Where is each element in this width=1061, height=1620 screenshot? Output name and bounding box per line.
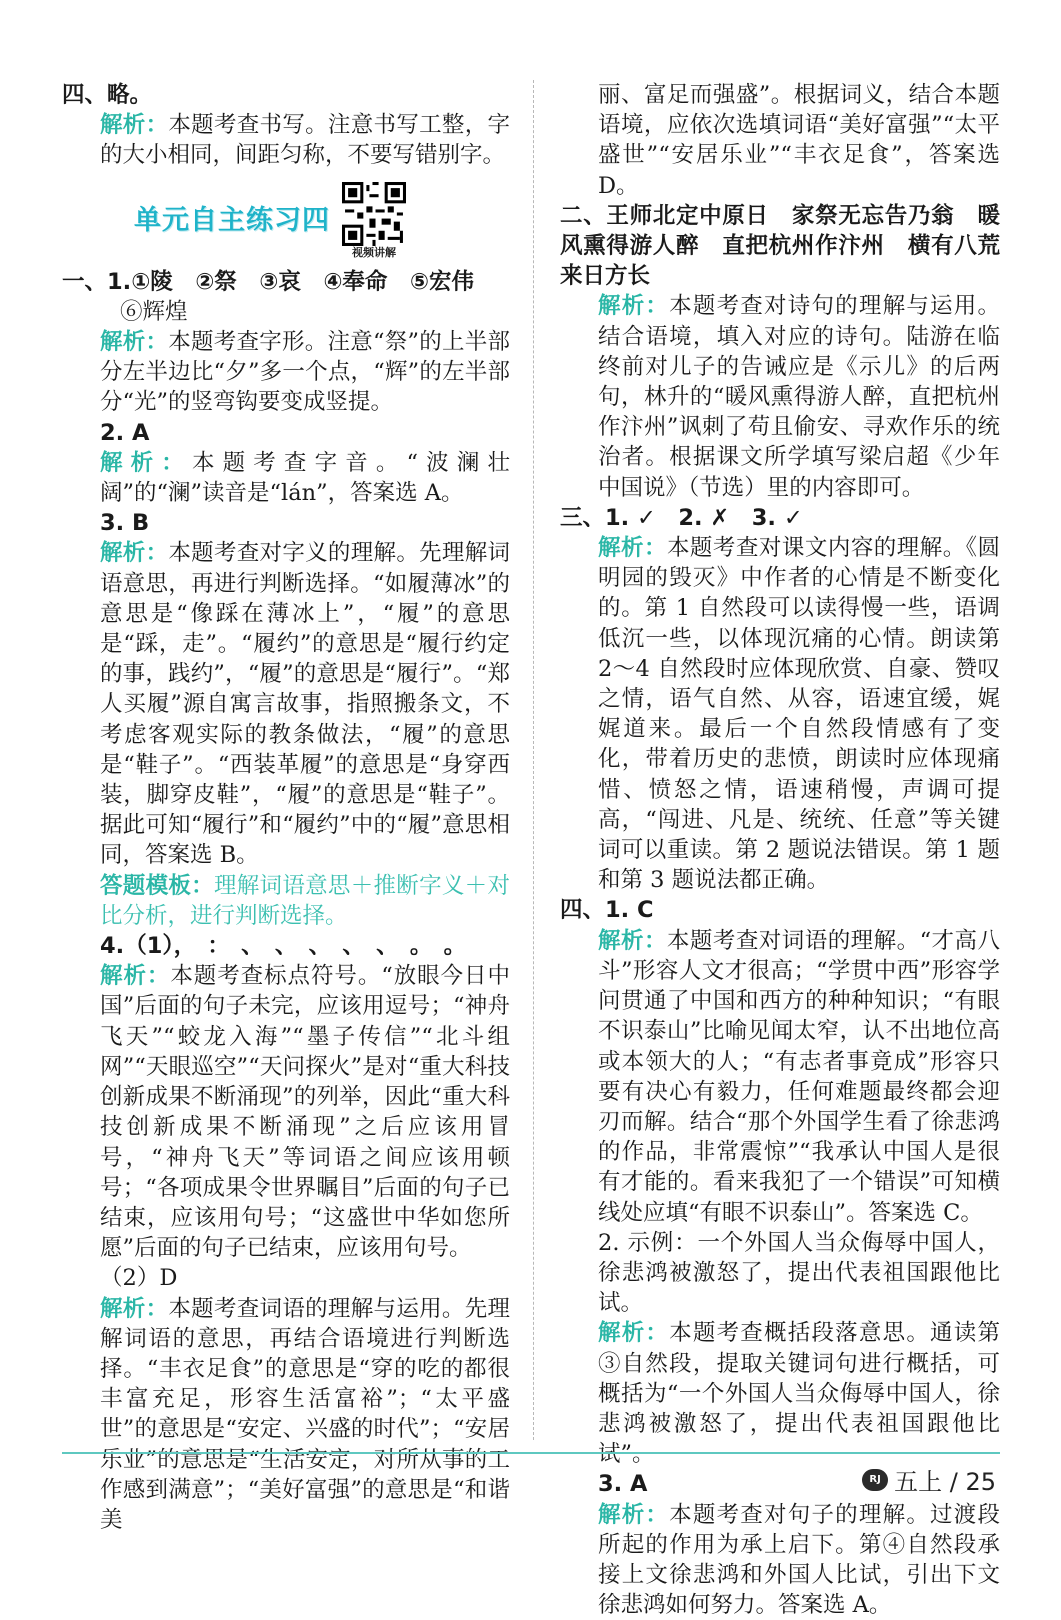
- section-4-1-analysis: 解析：本题考查对词语的理解。“才高八斗”形容人文才很高；“学贯中西”形容学问贯通了中国和西方的种种知识；“有眼不识泰山”比喻见闻太窄，认不出地位高或本领大的人；“有志者事竟成”形容只要有决心有毅力，任何难题最终都会迎刃而解。结合“那个外国学生看了徐悲鸿的作品，非常震惊”“我承认中国人是很有才能的。看来我犯了一个错误”可知横线处应填“有眼不识泰山”。答案选 C。: [598, 927, 1000, 1226]
- section-4-3-analysis: 解析：本题考查对句子的理解。过渡段所起的作用为承上启下。第④自然段承接上文徐悲鸿和外国人比试，引出下文徐悲鸿如何努力。答案选 A。: [598, 1501, 1000, 1619]
- column-divider: [533, 80, 534, 1440]
- q3-template: 答题模板：理解词语意思＋推断字义＋对比分析，进行判断选择。: [100, 872, 510, 929]
- left-column: [62, 80, 510, 1535]
- section-3-analysis: 解析：本题考查对课文内容的理解。《圆明园的毁灭》中作者的心情是不断变化的。第 1 自然段可以读得慢一些，语调低沉一些，以体现沉痛的心情。朗读第 2～4 自然段时应体现欣赏、自豪、赞叹之情，语气自然、从容，语速宜缓，娓娓道来。最后一个自然段情感有了变化，带着历史的悲愤，朗读时应体现痛惜、愤怒之情，语速稍慢，声调可提高，“闯进、凡是、统统、任意”等关键词可以重读。第 2 题说法错误。第 1 题和第 3 题说法都正确。: [598, 535, 1000, 894]
- continued-text: 丽、富足而强盛”。根据词义，结合本题语境，应依次选填词语“美好富强”“太平盛世”“安居乐业”“丰衣足食”，答案选 D。: [598, 82, 1000, 199]
- q1-1-answer: 一、1.①陵 ②祭 ③哀 ④奉命 ⑤宏伟: [62, 268, 474, 295]
- section-4-2-analysis: 解析：本题考查概括段落意思。通读第③自然段，提取关键词句进行概括，可概括为“一个外国人当众侮辱中国人，徐悲鸿被激怒了，提出代表祖国跟他比试”。: [598, 1320, 1000, 1468]
- q1-1-answer-cont: ⑥辉煌: [120, 298, 188, 325]
- footer-rule: [62, 1452, 1000, 1454]
- section-3-answer: 三、1. ✓ 2. ✗ 3. ✓: [560, 504, 803, 531]
- unit-title: 单元自主练习四: [134, 204, 330, 236]
- q4-2-answer: （2）D: [100, 1265, 178, 1292]
- qr-caption: 视频讲解: [352, 245, 396, 259]
- q1-1-analysis: 解析：本题考查字形。注意“祭”的上半部分左半边比“夕”多一个点，“辉”的左半部分“光”的竖弯钩要变成竖提。: [100, 329, 510, 416]
- section-4-2-answer: 2. 示例：一个外国人当众侮辱中国人，徐悲鸿被激怒了，提出代表祖国跟他比试。: [598, 1229, 1000, 1317]
- q4-analysis: 解析：本题考查标点符号。“放眼今日中国”后面的句子未完，应该用逗号；“神舟飞天”“蛟龙入海”“墨子传信”“北斗组网”“天眼巡空”“天问探火”是对“重大科技创新成果不断涌现”的列举，因此“重大科技创新成果不断涌现”之后应该用冒号，“神舟飞天”等词语之间应该用顿号；“各项成果令世界瞩目”后面的句子已结束，应该用句号；“这盛世中华如您所愿”后面的句子已结束，应该用句号。: [100, 963, 510, 1262]
- page-number: 五上 / 25: [894, 1468, 996, 1496]
- section-4-analysis: 解析：本题考查书写。注意书写工整，字的大小相同，间距匀称，不要写错别字。: [100, 112, 510, 169]
- q2-answer: 2. A: [100, 419, 150, 446]
- section-4-heading: 四、略。: [62, 82, 153, 108]
- edition-badge: RJ: [862, 1469, 888, 1491]
- q4-answer: 4.（1）， ： 、 、 、 、 、 。 。: [100, 933, 467, 960]
- q2-analysis: 解析：本题考查字音。“波澜壮阔”的“澜”读音是“lán”，答案选 A。: [100, 449, 510, 507]
- section-2-answer: 二、王师北定中原日 家祭无忘告乃翁 暖风熏得游人醉 直把杭州作汴州 横有八荒 来日方长: [560, 202, 1023, 290]
- right-column: [560, 80, 1023, 1620]
- page-footer: [862, 1462, 996, 1497]
- q3-analysis: 解析：本题考查对字义的理解。先理解词语意思，再进行判断选择。“如履薄冰”的意思是“像踩在薄冰上”，“履”的意思是“踩，走”。“履约”的意思是“履行约定的事，践约”，“履”的意思是“履行”。“郑人买履”源自寓言故事，指照搬条文，不考虑客观实际的教条做法，“履”的意思是“鞋子”。“西装革履”的意思是“身穿西装，脚穿皮鞋”，“履”的意思是“鞋子”。据此可知“履行”和“履约”中的“履”意思相同，答案选 B。: [100, 540, 510, 869]
- qr-code[interactable]: [342, 182, 406, 260]
- section-4-1-answer: 四、1. C: [560, 897, 654, 924]
- unit-header: [134, 177, 510, 265]
- section-2-analysis: 解析：本题考查对诗句的理解与运用。结合语境，填入对应的诗句。陆游在临终前对儿子的告诫应是《示儿》的后两句，林升的“暖风熏得游人醉，直把杭州作汴州”讽刺了苟且偷安、寻欢作乐的统治者。根据课文所学填写梁启超《少年中国说》（节选）里的内容即可。: [598, 293, 1000, 501]
- section-4-3-answer: 3. A: [598, 1471, 648, 1498]
- qr-code-icon: [342, 182, 406, 246]
- q4-2-analysis: 解析：本题考查词语的理解与运用。先理解词语的意思，再结合语境进行判断选择。“丰衣足食”的意思是“穿的吃的都很丰富充足，形容生活富裕”；“太平盛世”的意思是“安定、兴盛的时代”；“安居乐业”的意思是“生活安定，对所从事的工作感到满意”；“美好富强”的意思是“和谐美: [100, 1295, 510, 1533]
- q3-answer: 3. B: [100, 510, 150, 537]
